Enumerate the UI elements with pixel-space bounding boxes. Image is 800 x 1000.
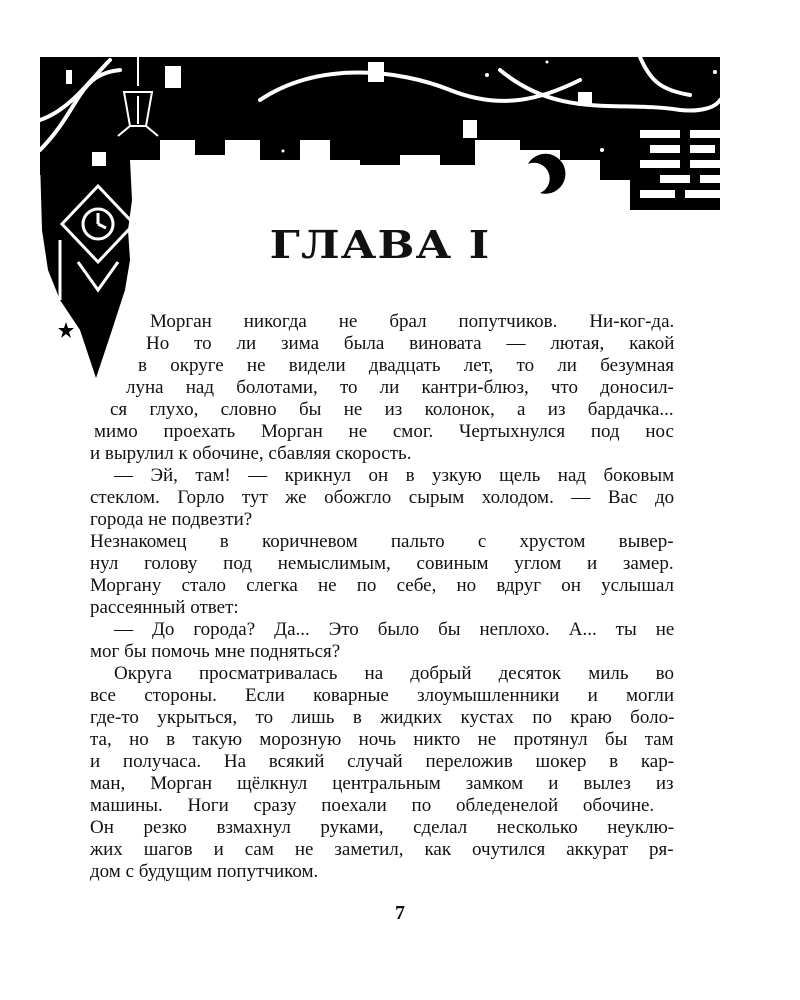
text-line: — Эй, там! — крикнул он в узкую щель над боковым — [114, 465, 675, 486]
text-line: и получаса. На всякий случай переложив шокер в кар- — [90, 751, 675, 772]
text-line: мимо проехать Морган не смог. Чертыхнулся под нос — [94, 421, 674, 442]
text-line: Морган никогда не брал попутчиков. Ни-ког-да. — [150, 311, 675, 332]
text-line: Но то ли зима была виновата — лютая, какой — [146, 333, 675, 354]
text-line: стеклом. Горло тут же обожгло сырым холодом. — Вас до — [90, 487, 675, 508]
clock-tower — [40, 160, 132, 378]
crescent-moon-icon — [528, 154, 565, 194]
text-line: города не подвезти? — [90, 509, 253, 530]
text-line: дом с будущим попутчиком. — [90, 861, 319, 882]
text-line: и вырулил к обочине, сбавляя скорость. — [90, 443, 412, 464]
chapter-title: ГЛАВА I — [269, 222, 491, 267]
star-icon — [58, 322, 74, 338]
text-line: Моргану стало слегка не по себе, но вдруг он услышал — [90, 575, 675, 596]
text-line: ман, Морган щёлкнул центральным замком и вылез из — [90, 773, 674, 794]
text-line: ся глухо, словно бы не из колонок, а из бардачка... — [110, 399, 674, 420]
text-line: мог бы помочь мне подняться? — [90, 641, 341, 662]
text-line: в округе не видели двадцать лет, то ли безумная — [138, 355, 675, 376]
text-line: луна над болотами, то ли кантри-блюз, что доносил- — [126, 377, 674, 398]
text-line: все стороны. Если коварные злоумышленники и могли — [90, 685, 675, 706]
text-line: та, но в такую морозную ночь никто не протянул бы там — [90, 729, 674, 750]
text-line: машины. Ноги сразу поехали по обледенелой обочине. — [90, 795, 655, 816]
text-line: нул голову под немыслимым, совиным углом и замер. — [90, 553, 674, 574]
text-line: жих шагов и сам не заметил, как очутился аккурат ря- — [90, 839, 674, 860]
text-line: рассеянный ответ: — [90, 597, 239, 618]
text-line: Незнакомец в коричневом пальто с хрустом вывер- — [90, 531, 674, 552]
page-number: 7 — [395, 902, 405, 924]
text-line: Он резко взмахнул руками, сделал несколько неуклю- — [90, 817, 675, 838]
text-line: где-то укрыться, то лишь в жидких кустах по краю боло- — [90, 707, 675, 728]
text-line: Округа просматривалась на добрый десяток миль во — [114, 663, 674, 684]
text-line: — До города? Да... Это было бы неплохо. А... ты не — [114, 619, 675, 640]
